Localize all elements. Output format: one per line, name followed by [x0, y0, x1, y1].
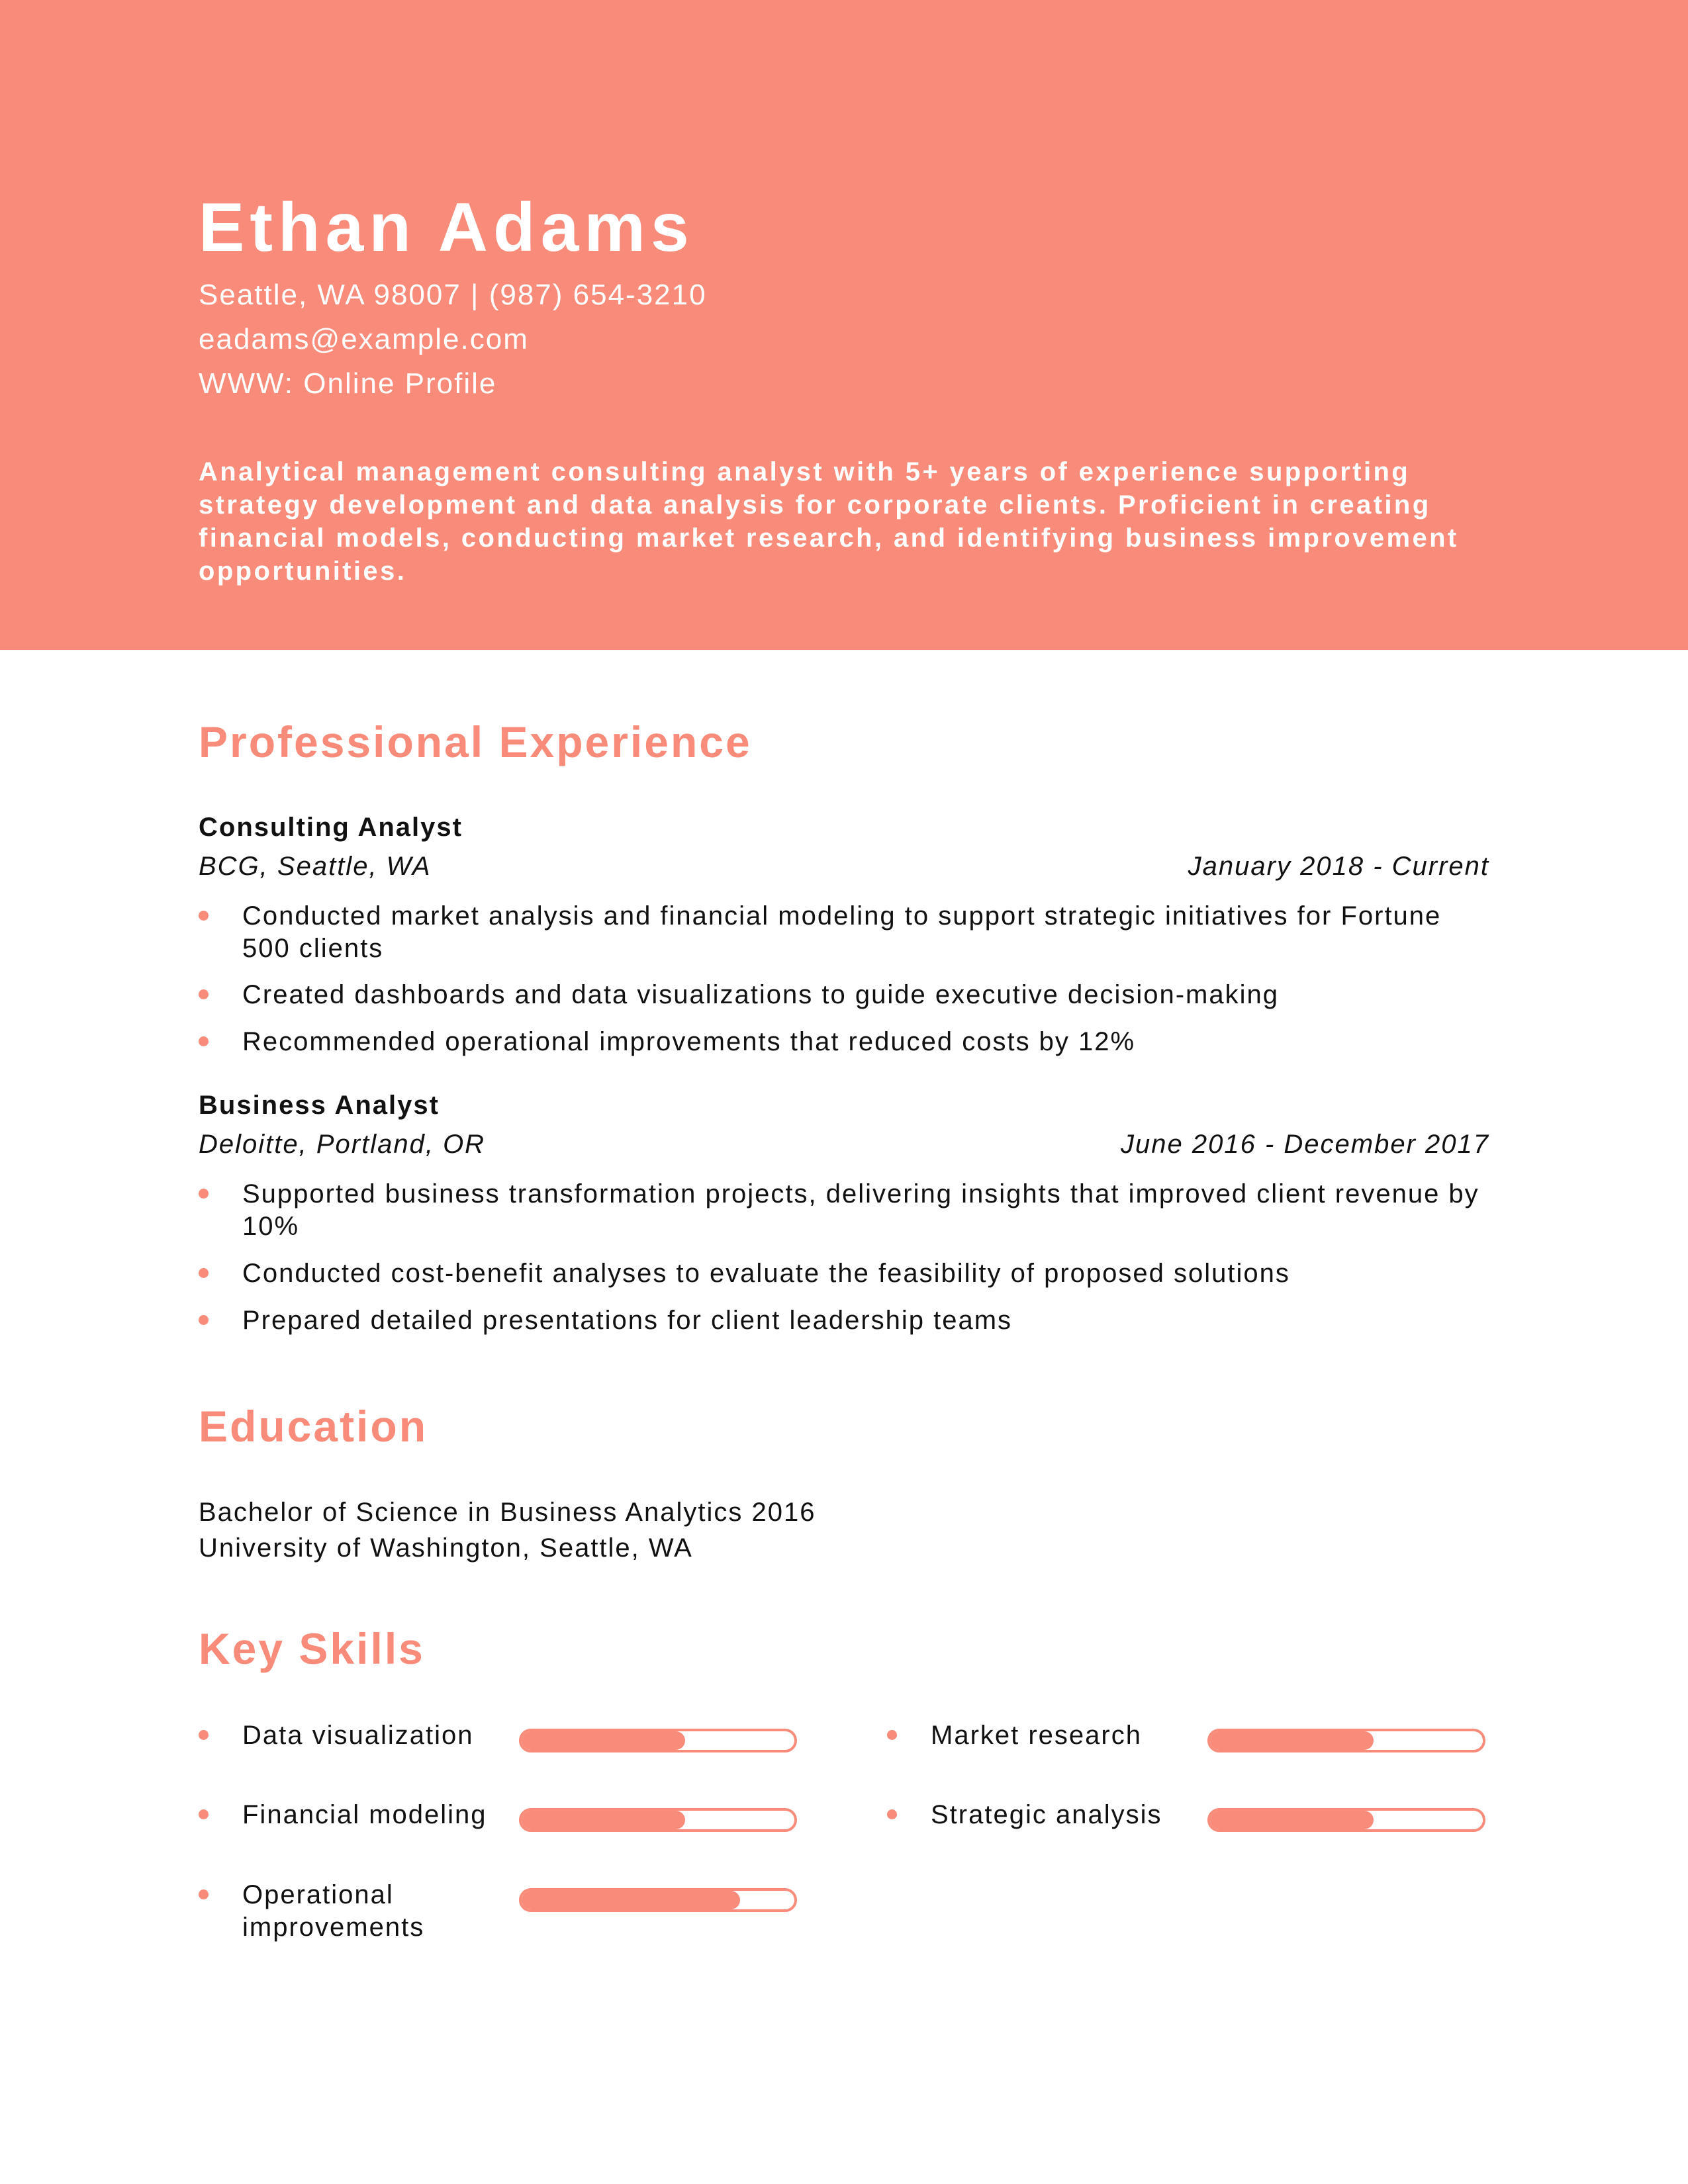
skill-label: Operational improvements [242, 1880, 425, 1942]
skill-level-fill [522, 1731, 685, 1750]
job-bullet-text: Conducted cost-benefit analyses to evaluate the feasibility of proposed solutions [242, 1259, 1290, 1288]
job-bullet-text: Prepared detailed presentations for client leadership teams [242, 1306, 1013, 1335]
job-bullet-text: Created dashboards and data visualizations to guide executive decision-making [242, 980, 1279, 1009]
job-dates: June 2016 - December 2017 [1121, 1130, 1489, 1159]
bullet-dot-icon [199, 989, 209, 999]
skill-level-bar [519, 1888, 797, 1912]
candidate-name: Ethan Adams [199, 189, 694, 266]
job-bullet-text: Recommended operational improvements that reduced costs by 12% [242, 1027, 1136, 1056]
job-company: BCG, Seattle, WA [199, 852, 432, 881]
skill-label: Data visualization [242, 1721, 474, 1750]
skill-level-bar [1207, 1808, 1485, 1832]
job-bullet [199, 1178, 1496, 1243]
website-link[interactable]: WWW: Online Profile [199, 367, 497, 400]
education-heading: Education [199, 1402, 428, 1451]
bullet-dot-icon [199, 1268, 209, 1278]
job-bullet [199, 1257, 1496, 1290]
bullet-dot-icon [199, 1315, 209, 1325]
bullet-dot-icon [199, 1036, 209, 1046]
job-bullet [199, 1304, 1496, 1337]
skill-level-bar [1207, 1729, 1485, 1752]
bullet-dot-icon [199, 911, 209, 921]
job-bullet [199, 1026, 1496, 1058]
job-company: Deloitte, Portland, OR [199, 1130, 486, 1159]
skill-level-fill [522, 1891, 740, 1909]
header-banner [0, 0, 1688, 650]
skill-level-fill [522, 1811, 685, 1829]
bullet-dot-icon [199, 1189, 209, 1199]
job-title: Consulting Analyst [199, 813, 463, 842]
skill-label: Market research [931, 1721, 1142, 1750]
skill-level-bar [519, 1729, 797, 1752]
skill-level-fill [1210, 1811, 1374, 1829]
bullet-dot-icon [199, 1889, 209, 1899]
bullet-dot-icon [199, 1809, 209, 1819]
skill-level-fill [1210, 1731, 1374, 1750]
education-degree: Bachelor of Science in Business Analytics 2016 [199, 1498, 816, 1527]
bullet-dot-icon [887, 1809, 897, 1819]
skill-level-bar [519, 1808, 797, 1832]
job-dates: January 2018 - Current [1188, 852, 1489, 881]
education-school: University of Washington, Seattle, WA [199, 1533, 693, 1563]
location-phone: Seattle, WA 98007 | (987) 654-3210 [199, 279, 707, 311]
skill-label: Financial modeling [242, 1800, 487, 1829]
experience-heading: Professional Experience [199, 717, 752, 766]
bullet-dot-icon [887, 1730, 897, 1740]
job-title: Business Analyst [199, 1091, 440, 1120]
job-bullet-text: Supported business transformation projects, delivering insights that improved client revenue by 10% [242, 1179, 1479, 1241]
job-bullet [199, 900, 1496, 965]
email-link[interactable]: eadams@example.com [199, 323, 529, 355]
skills-heading: Key Skills [199, 1624, 425, 1673]
skill-label: Strategic analysis [931, 1800, 1162, 1829]
professional-summary: Analytical management consulting analyst with 5+ years of experience supporting strategy development and data analysis for corporate clients. Proficient in creating financial models, conducting market research, and identifying business improvement opportunities. [199, 457, 1459, 586]
job-bullet [199, 979, 1496, 1011]
job-bullet-text: Conducted market analysis and financial modeling to support strategic initiatives for Fortune 500 clients [242, 901, 1442, 963]
bullet-dot-icon [199, 1730, 209, 1740]
